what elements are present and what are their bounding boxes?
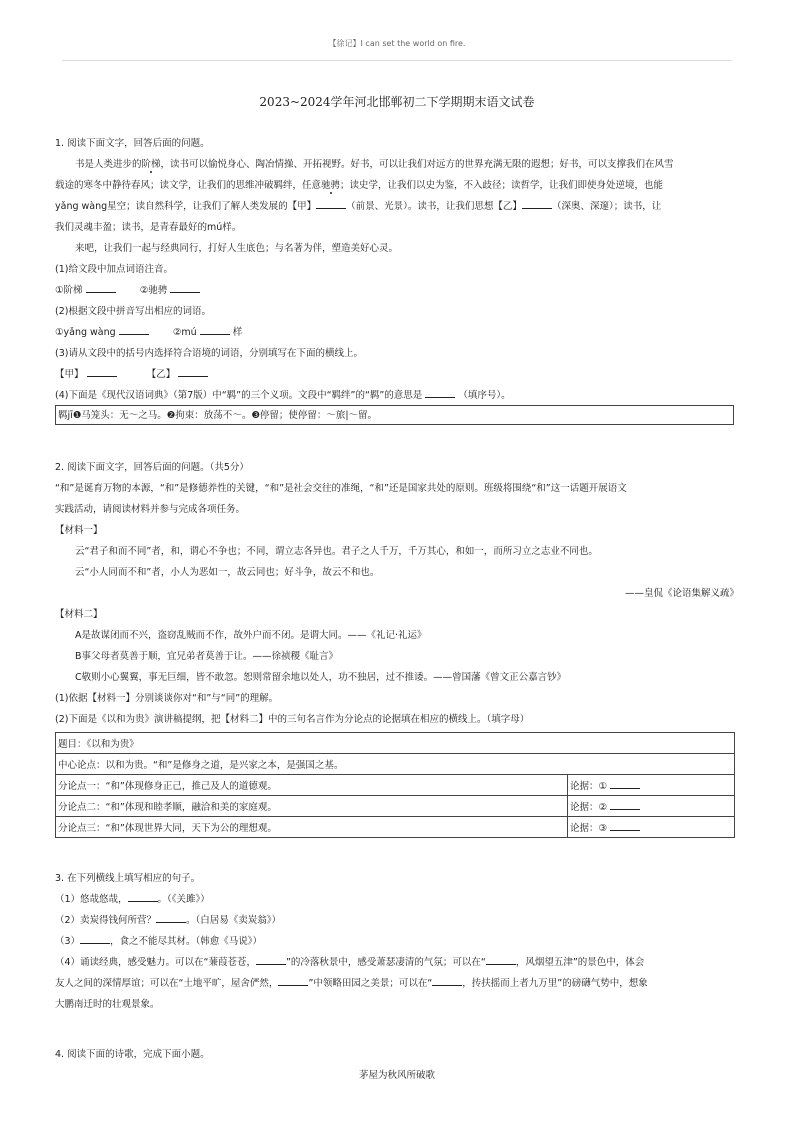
q3-item4-line1 <box>55 952 739 973</box>
q1-para-line4: 我们灵魂丰盈；读书，是青春最好的mú样。 <box>55 222 242 233</box>
poem-title: 茅屋为秋风所破歌 <box>358 1070 435 1081</box>
outline-title-cell: 题目：《以和为贵》 <box>56 733 735 754</box>
text: （填序号）。 <box>458 390 511 401</box>
blank-jia[interactable] <box>316 198 346 209</box>
answer-blank[interactable] <box>178 366 208 377</box>
text: 书是人类进步的 <box>75 159 142 170</box>
label: 样 <box>232 327 243 338</box>
evidence-label: 论据：③ <box>570 823 608 834</box>
answer-blank[interactable] <box>170 282 200 293</box>
text: 。（《关雎》） <box>157 894 210 905</box>
answer-blank[interactable] <box>486 954 516 965</box>
text: ，风烟望五津”的景色中，体会 <box>515 957 645 968</box>
page-header: 【徐记】I can set the world on fire. <box>328 39 466 48</box>
page-title: 2023~2024学年河北邯郸初二下学期期末语文试卷 <box>259 95 535 109</box>
answer-blank[interactable] <box>86 282 116 293</box>
material1-line2: 云“小人同而不和”者，小人为恶如一，故云同也；好斗争，故云不和也。 <box>75 567 380 578</box>
answer-blank[interactable] <box>610 778 640 789</box>
material2-b: B事父母者莫善于顺，宜兄弟者莫善于让。——徐祯稷《耻言》 <box>75 651 339 662</box>
answer-blank[interactable] <box>80 933 110 944</box>
q1-para-line1 <box>55 154 759 175</box>
answer-blank[interactable] <box>432 975 462 986</box>
q4-stem: 4. 阅读下面的诗歌，完成下面小题。 <box>55 1049 210 1060</box>
answer-blank[interactable] <box>610 799 640 810</box>
text: yǎng wàng星空；读自然科学，让我们了解人类发展的【甲】 <box>55 201 317 212</box>
label: ②驰骋 <box>139 285 168 296</box>
table-row <box>56 754 735 775</box>
dictionary-entry-box: 羁jī❶马笼头：无～之马。❷拘束：放荡不～。❸停留；使停留：～旅|～留。 <box>55 405 734 425</box>
text: （2）卖炭得钱何所营？ <box>55 915 157 926</box>
evidence-cell[interactable] <box>568 775 735 796</box>
text: （3） <box>55 936 81 947</box>
q2-stem: 2. 阅读下面文字，回答后面的问题。（共5分） <box>55 462 249 473</box>
text: 友人之间的深情厚谊；可以在“土地平旷，屋舍俨然， <box>55 978 279 989</box>
label: 【甲】 <box>55 369 84 380</box>
answer-blank[interactable] <box>278 975 308 986</box>
q3-item4-line2 <box>55 973 739 994</box>
q1-sub1: (1)给文段中加点词语注音。 <box>55 264 173 275</box>
text: 。（白居易《卖炭翁》） <box>186 915 282 926</box>
q1-para-line2 <box>55 175 739 196</box>
text: （深奥、深邃）；读书，让 <box>551 201 662 212</box>
answer-blank[interactable] <box>256 954 286 965</box>
text: ，食之不能尽其材。（韩愈《马说》） <box>110 936 263 947</box>
outline-center-cell: 中心论点：以和为贵。“和”是修身之道，是兴家之本，是强国之基。 <box>56 754 735 775</box>
answer-blank[interactable] <box>610 820 640 831</box>
sub-point-cell: 分论点一：“和”体现修身正己，推己及人的道德观。 <box>56 775 568 796</box>
answer-blank[interactable] <box>128 891 158 902</box>
material1-line1: 云“君子和而不同”者，和，谓心不争也；不同，谓立志各异也。君子之人千万，千万其心，和如一，而所习立之志业不同也。 <box>75 546 598 557</box>
evidence-cell[interactable] <box>568 817 735 838</box>
table-row <box>56 733 735 754</box>
evidence-label: 论据：② <box>570 802 608 813</box>
emphasis-dot-text <box>142 159 161 170</box>
material2-c: C敬则小心翼翼，事无巨细，皆不敢忽。恕则常留余地以处人，功不独居，过不推诿。——曾国藩《曾文正公嘉言钞》 <box>75 672 567 683</box>
label: ①yǎng wàng <box>55 327 116 338</box>
label: ①阶梯 <box>55 285 83 296</box>
text: （1）悠哉悠哉， <box>55 894 128 905</box>
q1-sub4 <box>55 385 739 406</box>
label: ②mú <box>172 327 197 338</box>
q1-sub1-answers <box>55 280 739 301</box>
text: (4)下面是《现代汉语词典》（第7版）中“羁”的三个义项。文段中“羁绊”的“羁”的意思是 <box>55 390 423 401</box>
q3-item4-line3: 大鹏南迁时的壮观景象。 <box>55 999 160 1010</box>
answer-blank[interactable] <box>425 387 455 398</box>
table-row <box>56 817 735 838</box>
answer-blank[interactable] <box>119 324 149 335</box>
text: ；读史学，让我们以史为鉴，不入歧径；读哲学，让我们即使身处逆境，也能 <box>340 180 664 191</box>
text: ”的冷落秋景中，感受萧瑟凄清的气氛；可以在“ <box>285 957 486 968</box>
q3-item1 <box>55 889 739 910</box>
q1-sub2-answers <box>55 322 739 343</box>
q1-stem: 1. 阅读下面文字，回答后面的问题。 <box>55 138 210 149</box>
material2-label: 【材料二】 <box>55 609 103 620</box>
q2-sub2: (2)下面是《以和为贵》演讲稿提纲，把【材料二】中的三句名言作为分论点的论据填在相应的横线上。（填字母） <box>55 714 530 725</box>
q3-item3 <box>55 931 739 952</box>
q2-sub1: (1)依据【材料一】分别谈谈你对“和”与“同”的理解。 <box>55 693 279 704</box>
blank-yi[interactable] <box>522 198 552 209</box>
answer-blank[interactable] <box>200 324 230 335</box>
material2-a: A是故谋闭而不兴，盗窃乱贼而不作，故外户而不闭。是谓大同。——《礼记·礼运》 <box>75 630 427 641</box>
text: ，读书可以愉悦身心、陶冶情操、开拓视野。好书，可以让我们对远方的世界充满无限的遐想；好书，可以支撑我们在风雪 <box>160 159 674 170</box>
q1-para-line3 <box>55 196 739 217</box>
material1-label: 【材料一】 <box>55 525 103 536</box>
emphasized-word-1: 阶梯 <box>141 159 161 170</box>
text: ，抟扶摇而上者九万里”的磅礴气势中，想象 <box>462 978 648 989</box>
q3-stem: 3. 在下列横线上填写相应的句子。 <box>55 873 201 884</box>
speech-outline-table <box>55 732 735 838</box>
evidence-label: 论据：① <box>570 781 608 792</box>
q2-intro-line2: 实践活动，请阅读材料并参与完成各项任务。 <box>55 504 246 515</box>
emphasis-dot-text <box>321 180 340 191</box>
q1-para-line5: 来吧，让我们一起与经典同行，打好人生底色；与名著为伴，塑造美好心灵。 <box>75 243 399 254</box>
answer-blank[interactable] <box>87 366 117 377</box>
emphasized-word-2: 驰骋 <box>321 180 341 191</box>
sub-point-cell: 分论点三：“和”体现世界大同，天下为公的理想观。 <box>56 817 568 838</box>
material1-source: ——皇侃《论语集解义疏》 <box>624 588 739 599</box>
q2-intro-line1: “和”是诞育万物的本源，“和”是修德养性的关键，“和”是社会交往的准绳，“和”还是国家共处的原则。班级将围绕“和”这一话题开展语文 <box>55 483 627 494</box>
label: 【乙】 <box>146 369 176 380</box>
table-row <box>56 775 735 796</box>
q1-sub3: (3)请从文段中的括号内选择符合语境的词语，分别填写在下面的横线上。 <box>55 348 363 359</box>
q1-sub3-answers <box>55 364 739 385</box>
sub-point-cell: 分论点二：“和”体现和睦孝顺，融洽和美的家庭观。 <box>56 796 568 817</box>
q3-item2 <box>55 910 739 931</box>
text: （4）诵读经典，感受魅力。可以在“蒹葭苍苍， <box>55 957 256 968</box>
text: ”中领略田园之美景；可以在“ <box>308 978 433 989</box>
evidence-cell[interactable] <box>568 796 735 817</box>
text: 载途的寒冬中静待春风；读文学，让我们的思维冲破羁绊，任意 <box>55 180 322 191</box>
header-divider <box>62 60 732 61</box>
answer-blank[interactable] <box>156 912 186 923</box>
table-row <box>56 796 735 817</box>
text: （前景、光景）。读书，让我们思想【乙】 <box>346 201 522 212</box>
q1-sub2: (2)根据文段中拼音写出相应的词语。 <box>55 306 211 317</box>
